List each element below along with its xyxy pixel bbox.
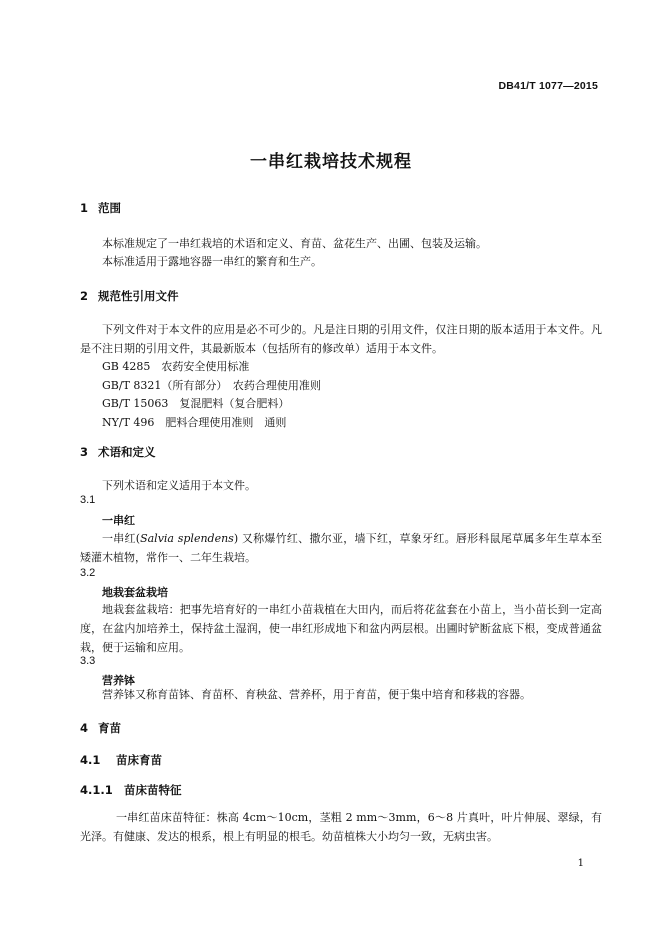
paragraph: 下列文件对于本文件的应用是必不可少的。凡是注日期的引用文件，仅注日期的版本适用于本文件。凡是不注日期的引用文件，其最新版本（包括所有的修改单）适用于本文件。 <box>80 323 602 355</box>
page-number: 1 <box>577 858 584 869</box>
term-title: 一串红 <box>102 514 135 527</box>
reference-item: GB/T 15063 复混肥料（复合肥料） <box>102 397 290 410</box>
section-number: 3 <box>80 445 89 459</box>
section-title: 术语和定义 <box>98 445 156 459</box>
paragraph: 本标准规定了一串红栽培的术语和定义、育苗、盆花生产、出圃、包装及运输。 <box>102 237 487 250</box>
term-number: 3.2 <box>80 567 96 579</box>
section-title: 规范性引用文件 <box>98 289 179 303</box>
subsection-4-1-1-heading <box>80 782 182 798</box>
term-number: 3.1 <box>80 494 96 506</box>
section-3-heading <box>80 444 156 460</box>
term-title: 地栽套盆栽培 <box>102 586 168 599</box>
reference-item: NY/T 496 肥料合理使用准则 通则 <box>102 416 287 429</box>
term-definition: 营养钵又称育苗钵、育苗杯、育秧盆、营养杯，用于育苗，便于集中培育和移栽的容器。 <box>102 688 531 701</box>
reference-item: GB/T 8321（所有部分） 农药合理使用准则 <box>102 379 321 392</box>
section-title: 范围 <box>98 201 121 215</box>
section-number: 4 <box>80 721 89 735</box>
term-definition: 地栽套盆栽培：把事先培育好的一串红小苗栽植在大田内，而后将花盆套在小苗上，当小苗长到一定高度，在盆内加培养土，保持盆土湿润，使一串红形成地下和盆内两层根。出圃时铲断盆底下根，变成普通盆栽，便于运输和应用。 <box>80 603 602 654</box>
section-number: 2 <box>80 289 89 303</box>
section-2-heading <box>80 288 179 304</box>
section-title: 苗床苗特征 <box>124 783 182 797</box>
section-title: 苗床育苗 <box>116 753 162 767</box>
subsection-4-1-heading <box>80 752 162 768</box>
paragraph: 一串红苗床苗特征：株高 4cm～10cm，茎粗 2 mm～3mm，6～8 片真叶，叶片伸展、翠绿，有光泽。有健康、发达的根系，根上有明显的根毛。幼苗植株大小均匀一致，无病虫害。 <box>80 811 602 843</box>
term-title: 营养钵 <box>102 674 135 687</box>
document-title: 一串红栽培技术规程 <box>250 152 412 172</box>
term-definition: 一串红(Salvia splendens) 又称爆竹红、撒尔亚，墙下红，草象牙红。唇形科鼠尾草属多年生草本至矮灌木植物，常作一、二年生栽培。 <box>80 532 602 564</box>
term-number: 3.3 <box>80 655 96 667</box>
paragraph: 下列术语和定义适用于本文件。 <box>102 479 256 492</box>
section-title: 育苗 <box>98 721 121 735</box>
section-number: 1 <box>80 201 89 215</box>
paragraph: 本标准适用于露地容器一串红的繁育和生产。 <box>102 255 322 268</box>
section-4-heading <box>80 720 121 736</box>
document-code: DB41/T 1077—2015 <box>498 80 598 92</box>
section-1-heading <box>80 200 121 216</box>
section-number: 4.1 <box>80 753 101 767</box>
section-number: 4.1.1 <box>80 783 113 797</box>
reference-item: GB 4285 农药安全使用标准 <box>102 360 250 373</box>
